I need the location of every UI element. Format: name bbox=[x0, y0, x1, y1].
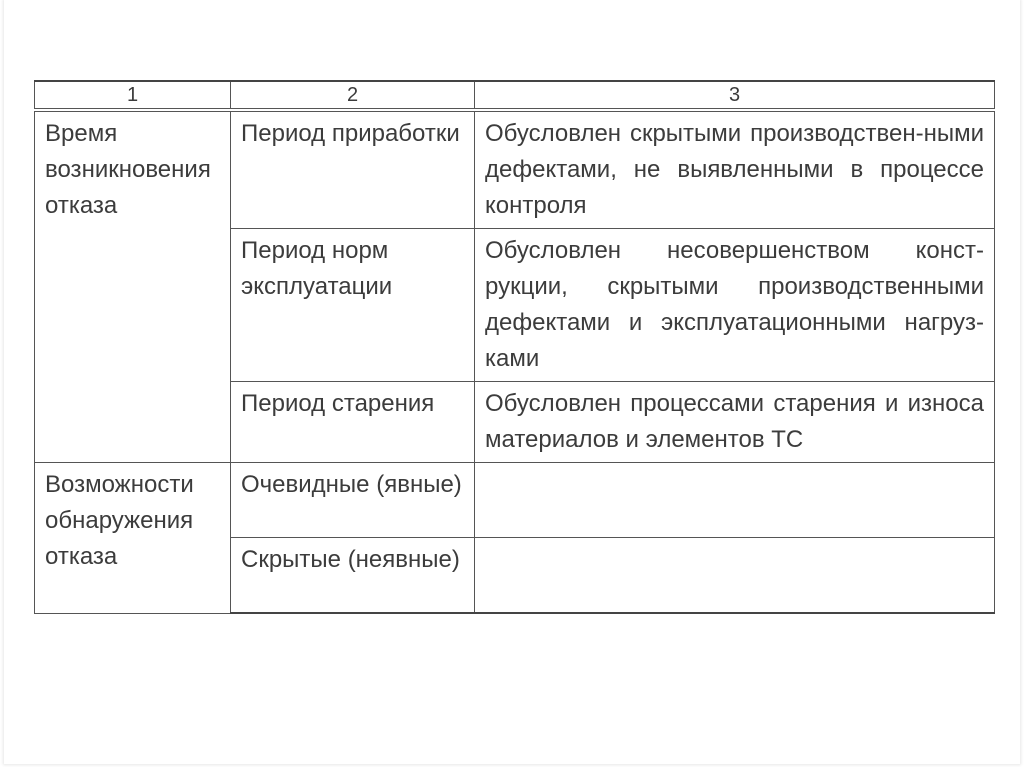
column-header-3: 3 bbox=[475, 81, 995, 110]
slide bbox=[4, 0, 1020, 764]
failure-classification-table bbox=[34, 80, 995, 614]
description-text: Обусловлен процессами старения и износа материалов и элементов ТС bbox=[485, 390, 984, 453]
description-text: Обусловлен несовершенством конст-рукции, скрытыми производственными дефектами и эксплуатационными нагруз-ками bbox=[485, 237, 984, 372]
subtype-cell bbox=[231, 229, 475, 382]
table-row bbox=[35, 463, 995, 538]
description-text: Обусловлен скрытыми производствен-ными дефектами, не выявленными в процессе контроля bbox=[485, 120, 984, 219]
description-cell bbox=[475, 229, 995, 382]
header-row bbox=[35, 81, 995, 110]
category-label: Время возникновения отказа bbox=[45, 120, 211, 219]
description-cell bbox=[475, 538, 995, 614]
subtype-cell bbox=[231, 538, 475, 614]
subtype-label: Период приработки bbox=[241, 120, 460, 147]
subtype-cell bbox=[231, 110, 475, 229]
description-cell bbox=[475, 110, 995, 229]
subtype-cell bbox=[231, 463, 475, 538]
category-label: Возможности обнаружения отказа bbox=[45, 471, 194, 570]
description-cell bbox=[475, 382, 995, 463]
column-header-1: 1 bbox=[35, 81, 231, 110]
subtype-label: Период старения bbox=[241, 390, 435, 417]
category-cell bbox=[35, 463, 231, 614]
description-cell bbox=[475, 463, 995, 538]
table-row bbox=[35, 110, 995, 229]
category-cell bbox=[35, 110, 231, 463]
subtype-cell bbox=[231, 382, 475, 463]
column-header-2: 2 bbox=[231, 81, 475, 110]
subtype-label: Очевидные (явные) bbox=[241, 471, 462, 498]
subtype-label: Период норм эксплуатации bbox=[241, 237, 393, 300]
subtype-label: Скрытые (неявные) bbox=[241, 546, 460, 573]
